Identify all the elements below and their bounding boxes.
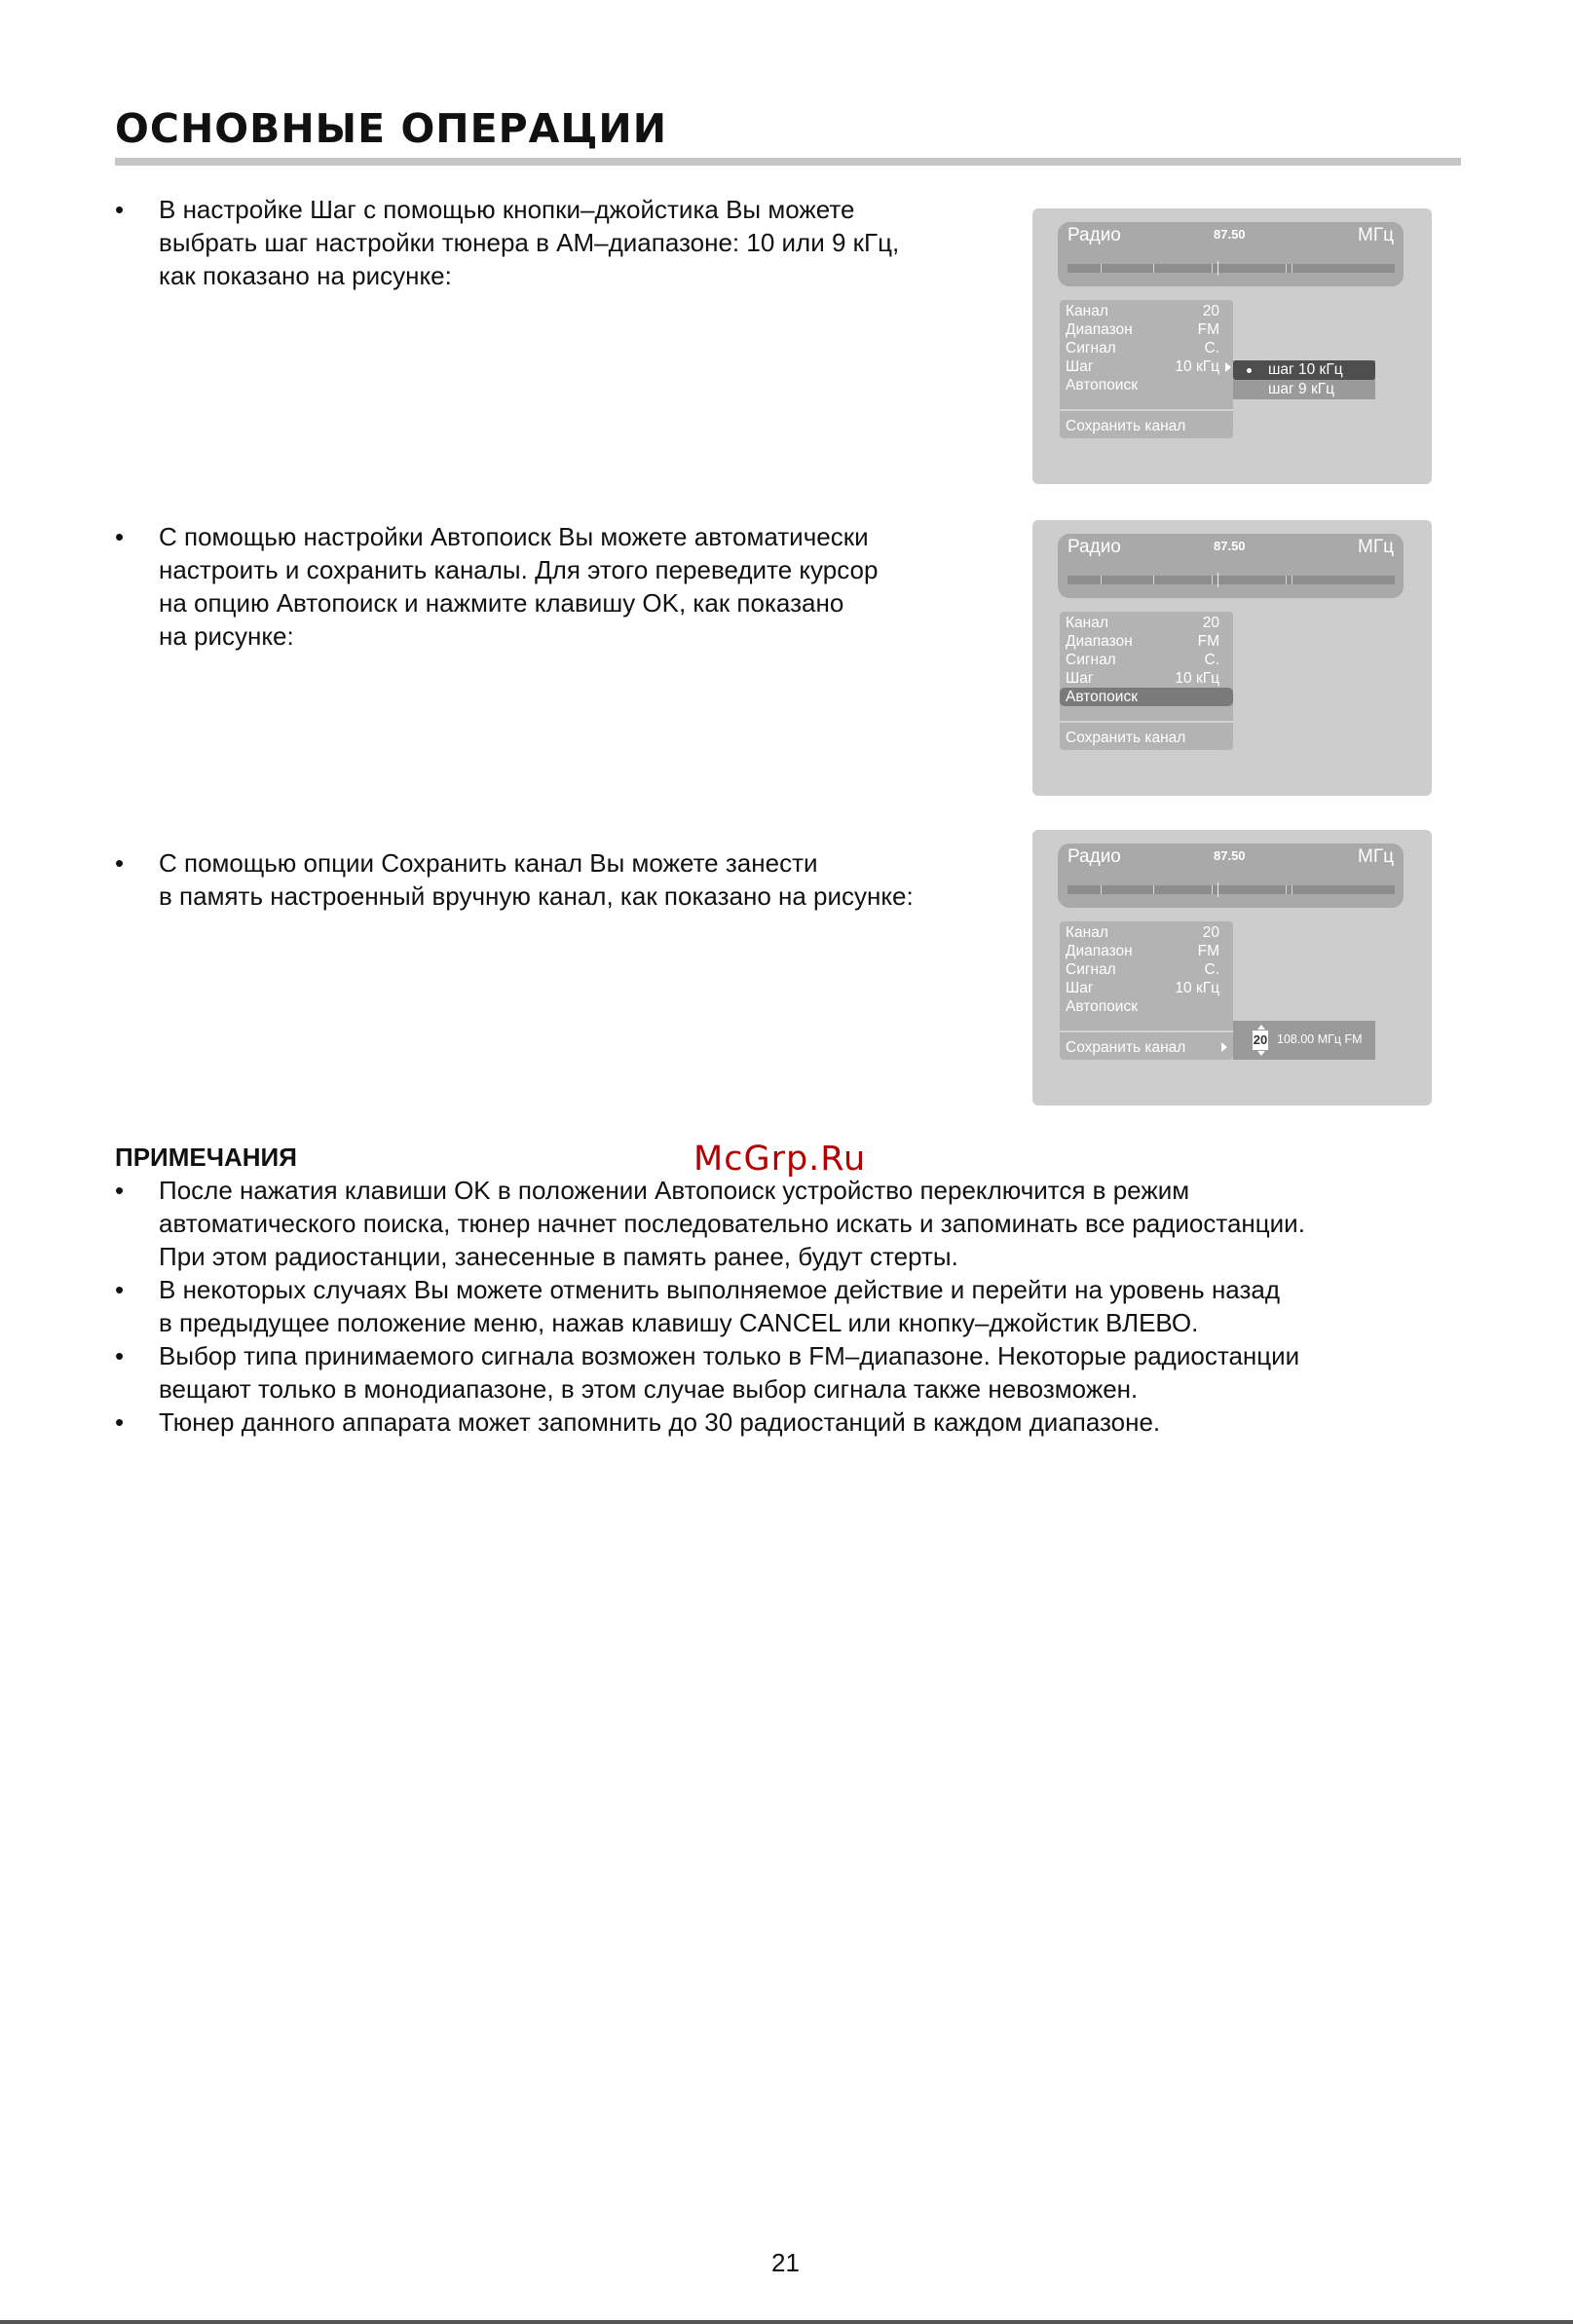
text-line: настроить и сохранить каналы. Для этого переведите курсор (159, 555, 879, 584)
menu-key: Автопоиск (1066, 998, 1138, 1015)
menu-separator (1060, 1031, 1233, 1032)
osd-radio-label: Радио (1067, 537, 1121, 557)
selected-dot-icon (1247, 368, 1252, 373)
osd-frequency: 87.50 (1214, 227, 1246, 242)
frequency-scale (1067, 264, 1395, 273)
menu-value: FM (1197, 321, 1219, 338)
menu-value: FM (1197, 943, 1219, 959)
watermark: McGrp.Ru (693, 1140, 867, 1179)
save-frequency: 108.00 МГц FM (1277, 1032, 1363, 1046)
text-line: С помощью опции Сохранить канал Вы можете занести (159, 848, 818, 878)
menu-value: С. (1204, 340, 1219, 356)
menu-key: Сигнал (1066, 961, 1116, 978)
text-line: В некоторых случаях Вы можете отменить выполняемое действие и перейти на уровень назад (159, 1275, 1281, 1304)
menu-value: 10 кГц (1175, 670, 1219, 687)
text-line: в память настроенный вручную канал, как показано на рисунке: (159, 881, 914, 911)
menu-value: 20 (1202, 615, 1219, 631)
menu-separator (1060, 721, 1233, 723)
osd-header (1058, 843, 1404, 908)
arrow-right-icon (1225, 362, 1231, 372)
menu-key: Автопоиск (1066, 377, 1138, 394)
text-line: выбрать шаг настройки тюнера в АМ–диапазоне: 10 или 9 кГц, (159, 228, 900, 257)
bullet: • (115, 522, 125, 551)
note-item (115, 1273, 1479, 1339)
text-line: В настройке Шаг с помощью кнопки–джойстика Вы можете (159, 195, 855, 224)
text-line: на опцию Автопоиск и нажмите клавишу OK, как показано (159, 588, 844, 618)
menu-key: Шаг (1066, 980, 1094, 996)
submenu-option: шаг 10 кГц (1268, 361, 1343, 378)
arrow-right-icon (1221, 1042, 1227, 1052)
menu-key: Канал (1066, 615, 1108, 631)
menu-value: С. (1204, 961, 1219, 978)
menu-save-channel: Сохранить канал (1066, 730, 1186, 746)
title-divider (115, 158, 1461, 166)
arrow-down-icon (1257, 1051, 1265, 1056)
text-line: При этом радиостанции, занесенные в память ранее, будут стерты. (159, 1242, 958, 1271)
text-line: Тюнер данного аппарата может запомнить до 30 радиостанций в каждом диапазоне. (159, 1407, 1161, 1437)
menu-key: Канал (1066, 303, 1108, 319)
bottom-divider (0, 2320, 1573, 2324)
text-line: автоматического поиска, тюнер начнет последовательно искать и запоминать все радиостанции. (159, 1209, 1305, 1238)
save-channel-box (1233, 1021, 1375, 1060)
menu-key: Диапазон (1066, 633, 1133, 650)
menu-save-channel: Сохранить канал (1066, 418, 1186, 434)
bullet: • (115, 195, 125, 224)
bullet: • (115, 1275, 125, 1304)
menu-row-selected (1060, 688, 1233, 706)
text-line: вещают только в монодиапазоне, в этом случае выбор сигнала также невозможен. (159, 1374, 1139, 1404)
bullet: • (115, 1341, 125, 1370)
page-title: ОСНОВНЫЕ ОПЕРАЦИИ (115, 105, 668, 152)
osd-radio-label: Радио (1067, 846, 1121, 867)
text-line: в предыдущее положение меню, нажав клавишу CANCEL или кнопку–джойстик ВЛЕВО. (159, 1308, 1199, 1337)
osd-step-screenshot (1032, 208, 1432, 484)
text-line: на рисунке: (159, 621, 294, 651)
bullet: • (115, 1407, 125, 1437)
note-item (115, 1339, 1479, 1406)
osd-header (1058, 222, 1404, 286)
osd-menu (1060, 612, 1233, 750)
osd-radio-label: Радио (1067, 225, 1121, 245)
note-item (115, 1406, 1479, 1439)
menu-key: Диапазон (1066, 943, 1133, 959)
section-save-channel (115, 846, 992, 913)
text-line: как показано на рисунке: (159, 261, 452, 290)
menu-value: 10 кГц (1175, 358, 1219, 375)
osd-save-screenshot (1032, 830, 1432, 1106)
menu-key: Автопоиск (1066, 689, 1138, 705)
bullet: • (115, 1176, 125, 1205)
notes-list (115, 1174, 1479, 1439)
text-line: После нажатия клавиши OK в положении Автопоиск устройство переключится в режим (159, 1176, 1190, 1205)
osd-autosearch-screenshot (1032, 520, 1432, 796)
menu-key: Сигнал (1066, 340, 1116, 356)
submenu-option: шаг 9 кГц (1268, 381, 1334, 397)
osd-header (1058, 534, 1404, 598)
menu-key: Диапазон (1066, 321, 1133, 338)
menu-key: Сигнал (1066, 652, 1116, 668)
menu-value: С. (1204, 652, 1219, 668)
menu-value: 20 (1202, 924, 1219, 941)
osd-menu (1060, 921, 1233, 1060)
menu-separator (1060, 409, 1233, 411)
step-submenu (1233, 360, 1375, 399)
section-step (115, 193, 992, 292)
menu-save-channel: Сохранить канал (1066, 1039, 1186, 1056)
notes-title: ПРИМЕЧАНИЯ (115, 1143, 297, 1172)
osd-menu (1060, 300, 1233, 438)
text-line: Выбор типа принимаемого сигнала возможен только в FM–диапазоне. Некоторые радиостанции (159, 1341, 1300, 1370)
arrow-up-icon (1257, 1025, 1265, 1030)
osd-unit: МГц (1358, 225, 1394, 245)
menu-value: FM (1197, 633, 1219, 650)
menu-key: Шаг (1066, 670, 1094, 687)
section-autosearch (115, 520, 992, 653)
menu-key: Шаг (1066, 358, 1094, 375)
osd-frequency: 87.50 (1214, 848, 1246, 863)
menu-value: 20 (1202, 303, 1219, 319)
osd-frequency: 87.50 (1214, 539, 1246, 553)
frequency-scale (1067, 576, 1395, 584)
text-line: С помощью настройки Автопоиск Вы можете автоматически (159, 522, 869, 551)
osd-unit: МГц (1358, 846, 1394, 867)
bullet: • (115, 848, 125, 878)
note-item (115, 1174, 1479, 1273)
page-number: 21 (771, 2248, 800, 2277)
osd-unit: МГц (1358, 537, 1394, 557)
channel-number: 20 (1253, 1031, 1268, 1050)
frequency-scale (1067, 885, 1395, 894)
menu-key: Канал (1066, 924, 1108, 941)
menu-value: 10 кГц (1175, 980, 1219, 996)
